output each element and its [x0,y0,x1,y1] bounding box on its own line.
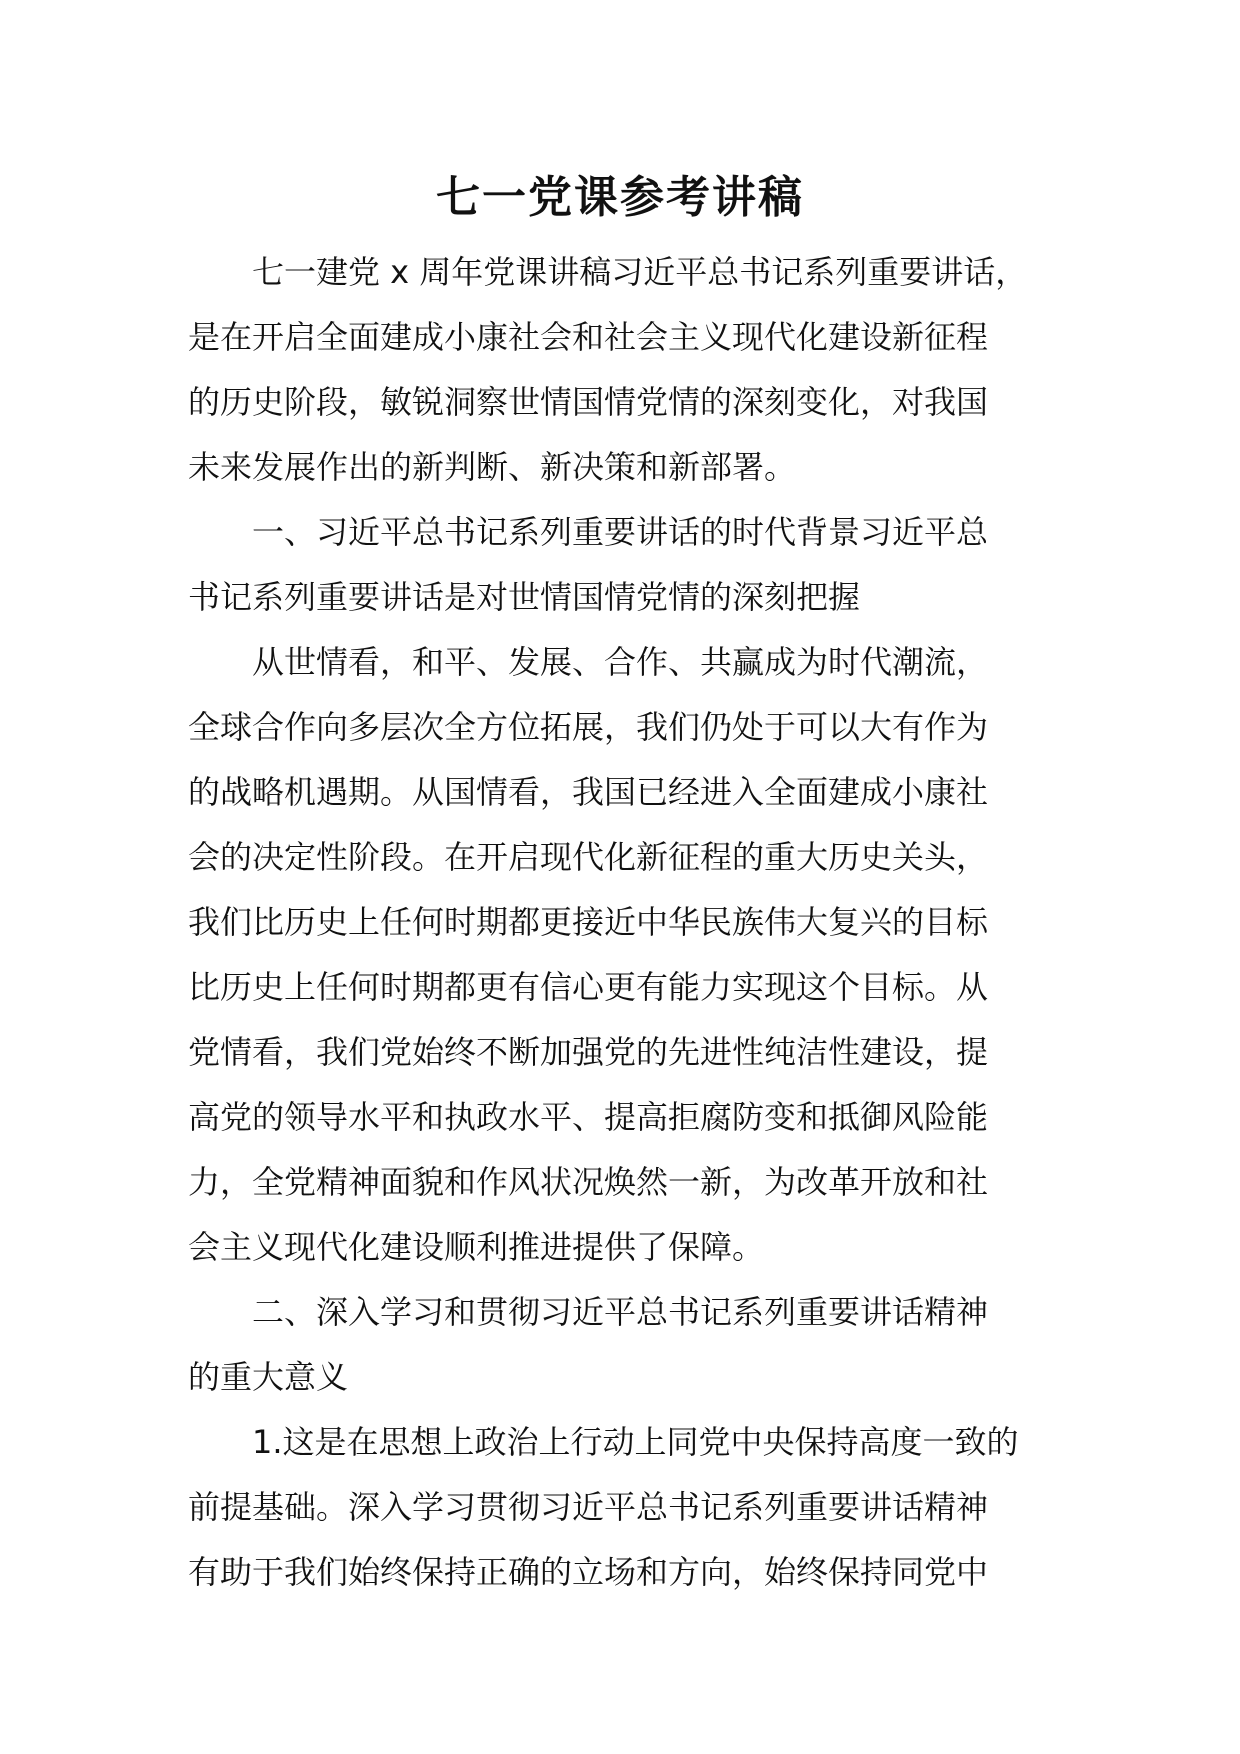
text-line: 高党的领导水平和执政水平、提高拒腐防变和抵御风险能 [188,1098,989,1136]
text-line: 的历史阶段，敏锐洞察世情国情党情的深刻变化，对我国 [188,383,989,421]
text-line: 从世情看，和平、发展、合作、共赢成为时代潮流， [252,643,989,681]
text-line: 党情看，我们党始终不断加强党的先进性纯洁性建设，提 [188,1033,989,1071]
text-line: 书记系列重要讲话是对世情国情党情的深刻把握 [188,578,861,616]
text-line: 一、习近平总书记系列重要讲话的时代背景习近平总 [252,513,989,551]
text-line: 会主义现代化建设顺利推进提供了保障。 [188,1228,765,1266]
document-body [188,240,1048,1605]
text-line: 全球合作向多层次全方位拓展，我们仍处于可以大有作为 [188,708,989,746]
text-line: 力，全党精神面貌和作风状况焕然一新，为改革开放和社 [188,1163,989,1201]
text-line: 的战略机遇期。从国情看，我国已经进入全面建成小康社 [188,773,989,811]
text-line: 1.这是在思想上政治上行动上同党中央保持高度一致的 [252,1423,1019,1461]
text-line: 会的决定性阶段。在开启现代化新征程的重大历史关头， [188,838,989,876]
text-line: 我们比历史上任何时期都更接近中华民族伟大复兴的目标 [188,903,989,941]
text-line: 的重大意义 [188,1358,349,1396]
text-line: 二、深入学习和贯彻习近平总书记系列重要讲话精神 [252,1293,989,1331]
text-line: 未来发展作出的新判断、新决策和新部署。 [188,448,797,486]
text-line: 七一建党 x 周年党课讲稿习近平总书记系列重要讲话， [252,253,1028,291]
text-line: 是在开启全面建成小康社会和社会主义现代化建设新征程 [188,318,989,356]
document-title: 七一党课参考讲稿 [436,172,804,223]
text-line: 有助于我们始终保持正确的立场和方向，始终保持同党中 [188,1553,989,1591]
text-line: 比历史上任何时期都更有信心更有能力实现这个目标。从 [188,968,989,1006]
text-line: 前提基础。深入学习贯彻习近平总书记系列重要讲话精神 [188,1488,989,1526]
